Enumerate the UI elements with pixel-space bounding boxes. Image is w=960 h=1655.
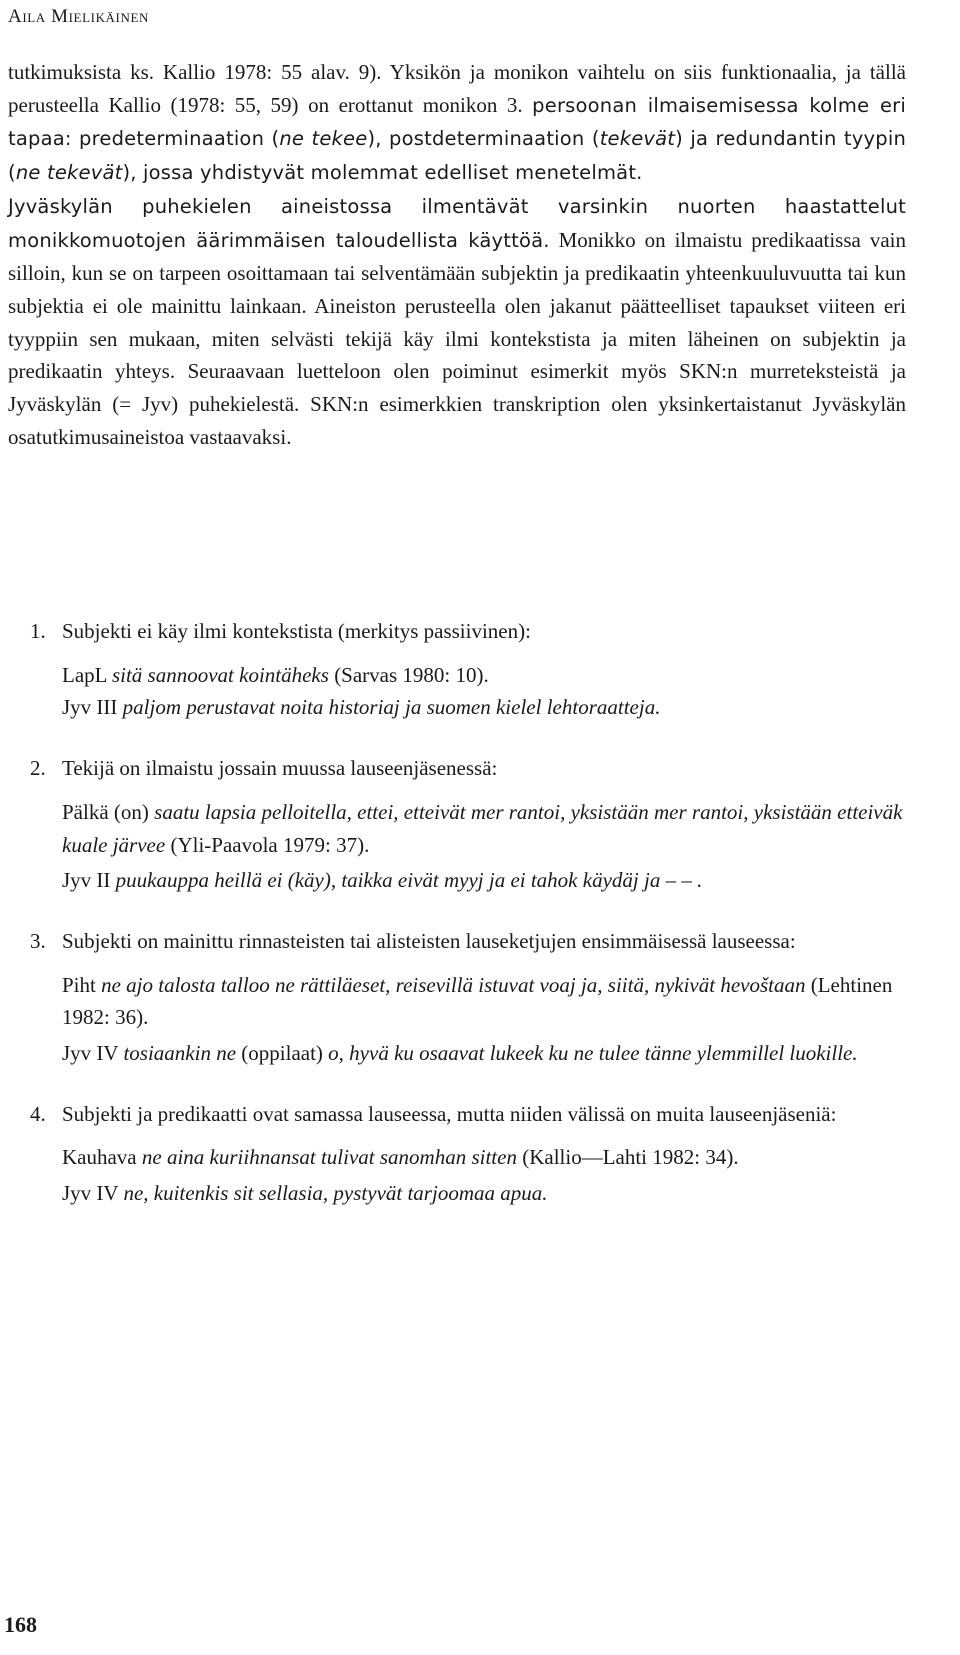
example-source: Pälkä (on) [62, 799, 155, 824]
example-list [8, 615, 906, 1210]
running-head: Aila Mielikäinen [8, 6, 149, 27]
p2-seg1: Jyväskylän puhekielen aineistossa ilmentävät varsinkin nuorten haastattelut monikkomuotojen äärimmäisen taloudellista käyttöä. [8, 194, 906, 252]
example-line [8, 1141, 906, 1174]
example-text: ne ajo talosta talloo ne rättiläeset, reisevillä istuvat voaj ja, siitä, nykivät hevoštaan [101, 972, 806, 997]
item-heading: Subjekti on mainittu rinnasteisten tai alisteisten lauseketjujen ensimmäisessä lauseessa: [62, 928, 796, 953]
example-line [8, 864, 906, 897]
example-line [8, 969, 906, 1034]
page-number: 168 [4, 1612, 37, 1637]
item-number: 3. [30, 928, 46, 953]
p1-seg6: ) ja redundantin tyypin ( [8, 127, 907, 185]
example-text: saatu lapsia pelloitella, ettei, etteivät mer rantoi, yksistään mer rantoi, yksistään etteiväk kuale järvee [62, 799, 903, 857]
p1-seg4: ), postdeterminaation ( [367, 127, 600, 151]
body-text [8, 56, 906, 453]
p1-seg5: tekevät [599, 127, 676, 151]
example-line [8, 659, 906, 692]
example-line [8, 1037, 906, 1070]
example-line [8, 1177, 906, 1210]
p1-seg7: ne tekevät [15, 161, 123, 185]
p1-seg2: persoonan ilmaisemisessa kolme eri tapaa: predeterminaation ( [8, 93, 906, 151]
example-text-continued: o, hyvä ku osaavat lukeek ku ne tulee tänne ylemmillel luokille. [328, 1041, 858, 1066]
example-source: Jyv III [62, 695, 123, 720]
example-ref: (Kallio—Lahti 1982: 34). [516, 1145, 739, 1170]
example-ref: (Sarvas 1980: 10). [328, 662, 489, 687]
example-ref: (Lehtinen 1982: 36). [62, 972, 893, 1030]
p1-seg1: tutkimuksista ks. Kallio 1978: 55 alav. 9). Yksikön ja monikon vaihtelu on siis funktionaalia, ja tällä perusteella Kallio (1978: 55, 59) on erottanut monikon 3. [8, 60, 906, 117]
list-item-1 [8, 615, 906, 724]
p2-seg2: Monikko on ilmaistu predikaatissa vain silloin, kun se on tarpeen osoittamaan tai selventämään subjektin ja predikaatin yhteenkuuluvuutta tai kun subjektia ei ole mainittu lainkaan. Aineiston perusteella olen jakanut päätteelliset tapaukset viiteen eri tyyppiin sen mukaan, miten selvästi tekijä käy ilmi kontekstista ja miten läheinen on subjektin ja predikaatin yhteys. Seuraavaan luetteloon olen poiminut esimerkit myös SKN:n murreteksteistä ja Jyväskylän (= Jyv) puhekielestä. SKN:n esimerkkien transkription olen yksinkertaistanut Jyväskylän osatutkimusaineistoa vastaavaksi. [8, 227, 906, 449]
example-source: Jyv IV [62, 1181, 124, 1206]
item-number: 1. [30, 619, 46, 643]
list-item-3 [8, 925, 906, 1070]
paragraph-2 [8, 190, 906, 454]
example-text: puukauppa heillä ei (käy), taikka eivät myyj ja ei tahok käydäj ja – – . [115, 868, 703, 893]
list-item-4 [8, 1098, 906, 1210]
example-text: sitä sannoovat kointäheks [111, 662, 329, 687]
item-heading: Subjekti ja predikaatti ovat samassa lauseessa, mutta niiden välissä on muita lauseenjäseniä: [62, 1101, 837, 1126]
example-source: Jyv II [62, 868, 116, 893]
example-text: ne aina kuriihnansat tulivat sanomhan sitten [141, 1145, 517, 1170]
example-text: ne, kuitenkis sit sellasia, pystyvät tarjoomaa apua. [123, 1181, 548, 1206]
p1-seg8: ), jossa yhdistyvät molemmat edelliset menetelmät. [122, 161, 643, 185]
example-source: LapL [62, 662, 112, 687]
item-heading: Tekijä on ilmaistu jossain muussa lauseenjäsenessä: [62, 756, 498, 781]
example-ref: (Yli-Paavola 1979: 37). [165, 832, 370, 857]
example-ref: (oppilaat) [236, 1041, 329, 1066]
example-text: paljom perustavat noita historiaj ja suomen kielel lehtoraatteja. [122, 695, 661, 720]
item-number: 2. [30, 756, 46, 781]
example-text: tosiaankin ne [123, 1041, 237, 1066]
example-line [8, 691, 906, 724]
example-source: Piht [62, 972, 102, 997]
paragraph-1 [8, 56, 906, 190]
p1-seg3: ne tekee [279, 127, 368, 151]
example-source: Kauhava [62, 1145, 142, 1170]
item-heading: Subjekti ei käy ilmi kontekstista (merkitys passiivinen): [62, 619, 531, 643]
list-item-2 [8, 752, 906, 897]
item-number: 4. [30, 1101, 46, 1126]
example-line [8, 796, 906, 861]
example-source: Jyv IV [62, 1041, 124, 1066]
